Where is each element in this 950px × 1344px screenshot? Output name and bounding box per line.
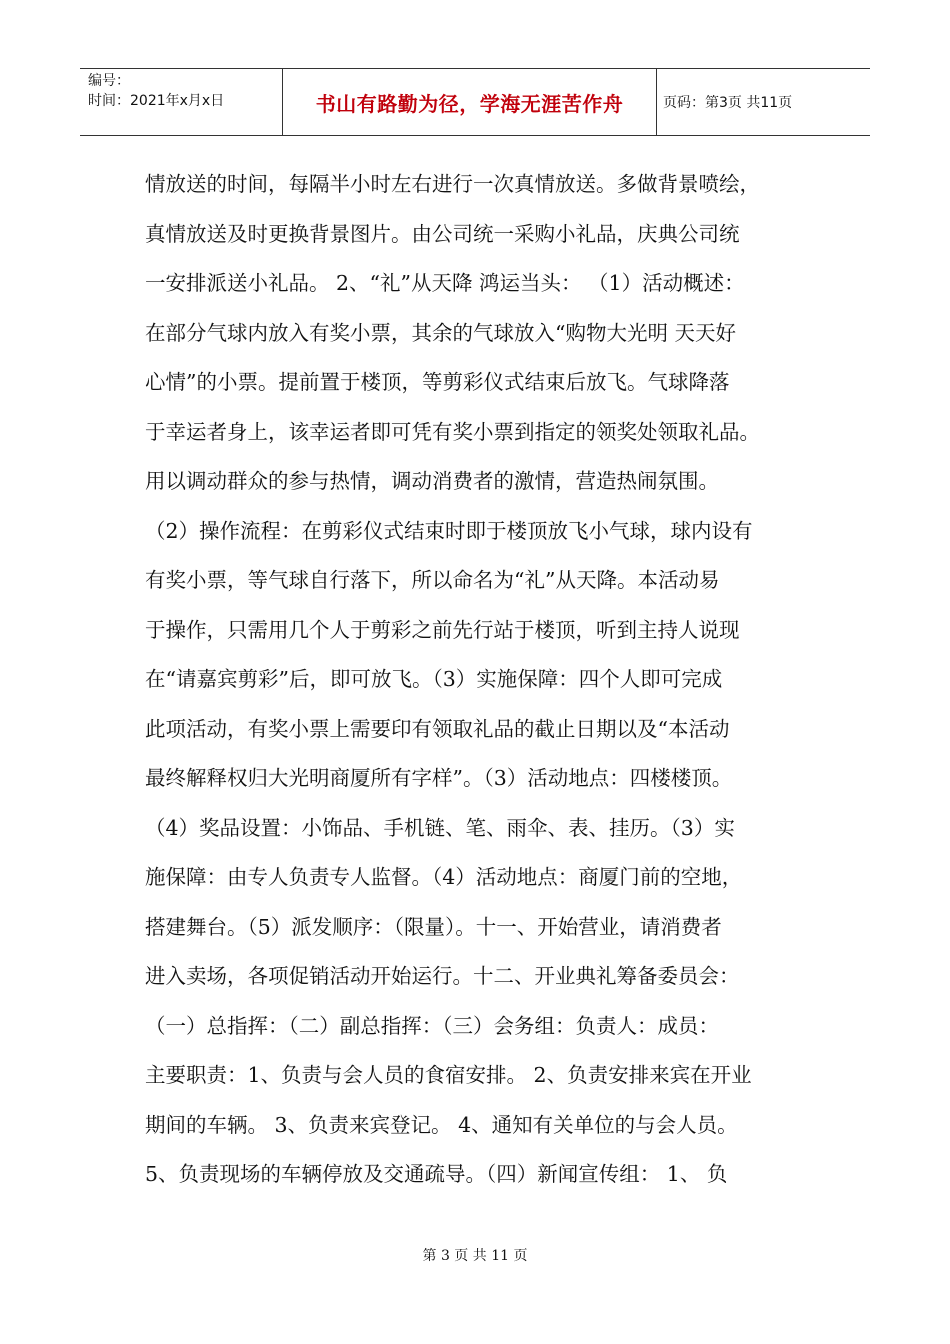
page-footer: 第 3 页 共 11 页	[422, 1248, 528, 1264]
body-line: 有奖小票，等气球自行落下，所以命名为“礼”从天降。本活动易	[145, 568, 720, 592]
body-line: 情放送的时间，每隔半小时左右进行一次真情放送。多做背景喷绘，	[145, 172, 760, 196]
header-table	[80, 68, 870, 136]
body-line: 用以调动群众的参与热情，调动消费者的激情，营造热闹氛围。	[145, 469, 719, 493]
body-line: 于幸运者身上，该幸运者即可凭有奖小票到指定的领奖处领取礼品。	[145, 419, 760, 444]
body-line: 进入卖场，各项促销活动开始运行。十二、开业典礼筹备委员会：	[145, 964, 740, 988]
body-line: 主要职责：1、负责与会人员的食宿安排。 2、负责安排来宾在开业	[145, 1063, 752, 1087]
body-line: （2）操作流程：在剪彩仪式结束时即于楼顶放飞小气球，球内设有	[145, 518, 753, 543]
body-line: 此项活动，有奖小票上需要印有领取礼品的截止日期以及“本活动	[145, 716, 730, 741]
header-page-number: 页码：第3页 共11页	[663, 95, 793, 111]
body-line: 在“请嘉宾剪彩”后，即可放飞。（3）实施保障：四个人即可完成	[145, 667, 723, 691]
body-line: 最终解释权归大光明商厦所有字样”。（3）活动地点：四楼楼顶。	[145, 766, 733, 790]
body-line: 一安排派送小礼品。 2、“礼”从天降 鸿运当头： （1）活动概述：	[145, 271, 745, 295]
body-line: （一）总指挥：（二）副总指挥：（三）会务组：负责人：成员：	[145, 1013, 719, 1038]
body-line: 期间的车辆。 3、负责来宾登记。 4、通知有关单位的与会人员。	[145, 1112, 738, 1137]
date-label: 时间：2021年x月x日	[88, 93, 225, 109]
serial-number-label: 编号：	[88, 73, 130, 89]
body-line: 施保障：由专人负责专人监督。（4）活动地点：商厦门前的空地，	[145, 865, 743, 889]
body-line: （4）奖品设置：小饰品、手机链、笔、雨伞、表、挂历。（3）实	[145, 815, 735, 840]
body-line: 真情放送及时更换背景图片。由公司统一采购小礼品，庆典公司统	[145, 221, 740, 246]
body-line: 心情”的小票。提前置于楼顶，等剪彩仪式结束后放飞。气球降落	[145, 370, 730, 394]
header-info-cell	[80, 69, 283, 135]
body-line: 搭建舞台。（5）派发顺序：（限量）。十一、开始营业，请消费者	[145, 914, 722, 939]
document-body	[145, 160, 825, 1200]
header-motto: 书山有路勤为径，学海无涯苦作舟	[283, 69, 657, 135]
body-line: 于操作，只需用几个人于剪彩之前先行站于楼顶，听到主持人说现	[145, 617, 740, 642]
body-line: 在部分气球内放入有奖小票，其余的气球放入“购物大光明 天天好	[145, 320, 736, 345]
body-line: 5、负责现场的车辆停放及交通疏导。（四）新闻宣传组： 1、 负	[145, 1162, 728, 1186]
